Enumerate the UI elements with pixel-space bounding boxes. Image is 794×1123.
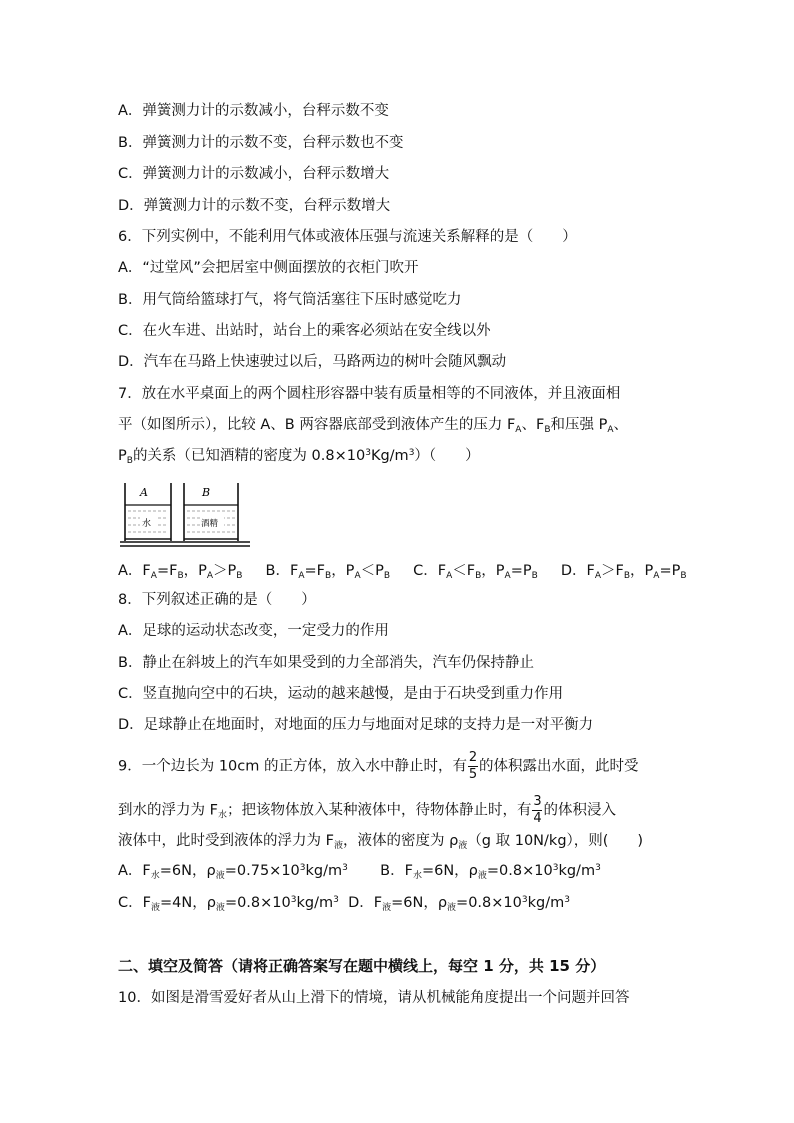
q7-option-d: D．$F_A>F_B$，$P_A=P_B$ — [560, 563, 687, 581]
water-label: 水 — [142, 519, 152, 529]
container-a-label: A — [140, 486, 148, 499]
container-b-label: B — [202, 486, 211, 499]
fraction-three-fourths: $\frac{3}{4}$ — [533, 794, 542, 826]
q7-option-c: C．$F_A<F_B$，$P_A=P_B$ — [413, 563, 538, 581]
q5-option-a: A．弹簧测力计的示数减小，台秤示数不变 — [118, 103, 389, 119]
q6-option-d: D．汽车在马路上快速驶过以后，马路两边的树叶会随风飘动 — [118, 354, 507, 370]
q9-stem-line2: 到水的浮力为 $F_水$；把该物体放入某种液体中，待物体静止时，有 $\frac{3}{4}$ 的体积浸入 — [118, 794, 616, 826]
q7-stem-line2: 平（如图所示），比较 A、B 两容器底部受到液体产生的压力 $F_A$、$F_B$和压强 $P_A$、 — [118, 417, 629, 435]
q8-option-c: C．竖直抛向空中的石块，运动的越来越慢，是由于石块受到重力作用 — [118, 686, 564, 702]
q9-stem-line3: 液体中，此时受到液体的浮力为 $F_液$，液体的密度为 $\rho_液(g$ 取 10N/kg），则( ) — [118, 833, 644, 851]
containers-figure — [118, 481, 254, 549]
q6-option-a: A．“过堂风”会把居室中侧面摆放的衣柜门吹开 — [118, 260, 419, 276]
q8-option-b: B．静止在斜坡上的汽车如果受到的力全部消失，汽车仍保持静止 — [118, 655, 534, 671]
q6-stem: 6．下列实例中，不能利用气体或液体压强与流速关系解释的是（ ） — [118, 229, 577, 245]
q5-option-b: B．弹簧测力计的示数不变，台秤示数也不变 — [118, 135, 404, 151]
container-a — [125, 483, 171, 541]
q5-option-c: C．弹簧测力计的示数减小，台秤示数增大 — [118, 166, 390, 182]
q8-stem: 8．下列叙述正确的是（ ） — [118, 592, 316, 608]
alcohol-label: 酒精 — [201, 519, 219, 529]
q6-option-c: C．在火车进、出站时，站台上的乘客必须站在安全线以外 — [118, 323, 491, 339]
q9-option-b: B．$F_水=6N$，$\rho_液=0.8\times 10^3kg/m^3$ — [380, 863, 601, 881]
q9-options-cd — [118, 893, 570, 913]
q9-option-d: D．$F_液=6N$，$\rho_液=0.8\times 10^3kg/m^3$ — [348, 895, 570, 913]
q7-option-b: B．$F_A=F_B$，$P_A<P_B$ — [265, 563, 391, 581]
q6-option-b: B．用气筒给篮球打气，将气筒活塞往下压时感觉吃力 — [118, 292, 462, 308]
section-2-title: 二、填空及简答（请将正确答案写在题中横线上，每空 1 分，共 15 分） — [118, 957, 606, 975]
q8-option-d: D．足球静止在地面时，对地面的压力与地面对足球的支持力是一对平衡力 — [118, 717, 594, 733]
q7-options — [118, 561, 687, 581]
fraction-two-fifths: $\frac{2}{5}$ — [468, 750, 478, 782]
q9-option-c: C．$F_液=4N$，$\rho_液=0.8\times 10^3kg/m^3$ — [118, 895, 339, 913]
q7-option-a: A．$F_A=F_B$，$P_A>P_B$ — [118, 563, 243, 581]
q8-option-a: A．足球的运动状态改变，一定受力的作用 — [118, 623, 389, 639]
q9-stem-line1: 9．一个边长为 10cm 的正方体，放入水中静止时，有 $\frac{2}{5}$ 的体积露出水面，此时受 — [118, 750, 639, 782]
container-b — [184, 483, 238, 541]
q5-option-d: D．弹簧测力计的示数不变，台秤示数增大 — [118, 198, 391, 214]
q9-options-ab — [118, 861, 601, 881]
q10-stem-line1: 10．如图是滑雪爱好者从山上滑下的情境，请从机械能角度提出一个问题并回答 — [118, 990, 630, 1006]
q7-stem-line3: $P_B$的关系（已知酒精的密度为 $0.8\times 10^3Kg/m^3$）（ ） — [118, 448, 480, 466]
q7-stem-line1: 7．放在水平桌面上的两个圆柱形容器中装有质量相等的不同液体，并且液面相 — [118, 386, 621, 402]
q9-option-a: A．$F_水=6N$，$\rho_液=0.75\times 10^3kg/m^3$ — [118, 863, 348, 881]
